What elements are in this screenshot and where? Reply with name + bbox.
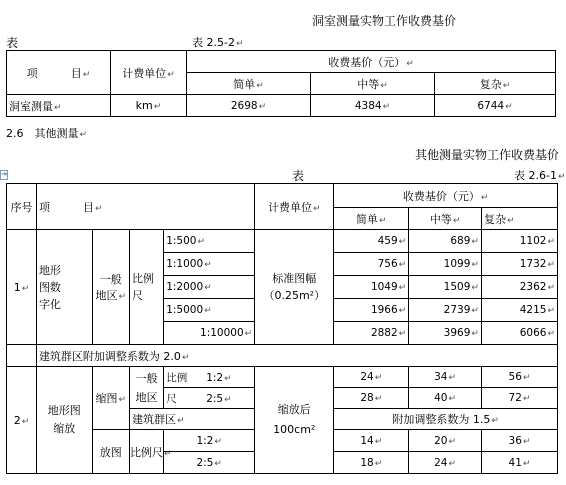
- table2-head-price: 收费基价（元）↵: [334, 184, 558, 208]
- g2-enlarge: 放图: [92, 430, 129, 474]
- g1-name-line1: 地形: [38, 263, 61, 277]
- table1-number: 表 2.5-2↵: [192, 36, 244, 49]
- g2-unit-line1: 缩放后: [277, 403, 311, 416]
- g1-name-line2: 图数: [38, 280, 61, 294]
- table1-row-item: 洞室测量↵: [7, 95, 111, 117]
- g1-note: 建筑群区附加调整系数为 2.0↵: [36, 345, 557, 367]
- g2-enlarge-medium-1: 20↵: [409, 430, 482, 452]
- g1-medium-1: 689↵: [409, 230, 482, 253]
- g2-enlarge-complex-1: 36↵: [481, 430, 557, 452]
- g2-enlarge-complex-2: 41↵: [481, 452, 557, 474]
- g2-unit-line2: 100cm²: [273, 423, 316, 436]
- table2-head-simple: 简单↵: [334, 208, 409, 230]
- g1-unit-line2: （0.25m²）: [263, 289, 326, 302]
- table2-title: 其他测量实物工作收费基价: [415, 148, 560, 162]
- g1-scale-line2: 尺: [132, 289, 143, 302]
- table1-head-item: 项 目↵: [7, 51, 111, 95]
- g2-enlarge-ratio-1: 1:2↵: [164, 430, 255, 452]
- table1-label: 表: [6, 36, 19, 50]
- g2-scale-label-a: 比例: [166, 371, 188, 384]
- g1-area: 一般地区↵: [92, 230, 129, 345]
- g1-no: 1↵: [7, 230, 37, 345]
- g2-enlarge-simple-2: 18↵: [334, 452, 409, 474]
- table2-label: 表: [292, 169, 305, 183]
- table1-head-unit: 计费单位↵: [111, 51, 187, 95]
- table2-head-medium: 中等↵: [409, 208, 482, 230]
- g1-scale-1: 1:500↵: [164, 230, 255, 253]
- g1-name: [36, 230, 92, 345]
- g2-shrink-complex-2: 72↵: [481, 388, 557, 409]
- table1-head-complex: 复杂↵: [435, 73, 556, 95]
- g1-complex-2: 1732↵: [481, 253, 557, 276]
- table1-head-price: 收费基价（元）↵: [187, 51, 556, 73]
- g1-simple-1: 459↵: [334, 230, 409, 253]
- g2-shrink-simple-1: 24↵: [334, 367, 409, 388]
- g2-name: [36, 367, 92, 474]
- table2-head-complex: 复杂↵: [481, 208, 557, 230]
- g1-simple-4: 1966↵: [334, 299, 409, 322]
- section-heading: 2.6 其他测量↵: [6, 127, 88, 140]
- g2-building-note: 附加调整系数为 1.5↵: [334, 409, 558, 430]
- g2-building: 建筑群区↵: [130, 409, 255, 430]
- anchor-icon: ⇥: [1, 170, 7, 178]
- g2-enlarge-simple-1: 14↵: [334, 430, 409, 452]
- g2-general: [130, 367, 164, 409]
- g1-scale-line1: 比例: [132, 272, 154, 285]
- g1-complex-1: 1102↵: [481, 230, 557, 253]
- table2-number: 表 2.6-1↵: [514, 169, 566, 182]
- g2-shrink-medium-1: 34↵: [409, 367, 482, 388]
- g2-shrink-ratio-1: 比例 1:2↵: [164, 367, 255, 388]
- g1-scale-label: [130, 230, 164, 345]
- table-survey-chamber: [6, 50, 556, 117]
- g1-complex-3: 2362↵: [481, 276, 557, 299]
- table2-head-unit: 计费单位↵: [255, 184, 334, 230]
- g1-medium-2: 1099↵: [409, 253, 482, 276]
- g1-name-line3: 字化: [38, 297, 61, 311]
- g2-scale-label-b: 尺: [166, 392, 177, 405]
- g2-enlarge-scale: 比例尺↵: [130, 430, 164, 474]
- g2-name-line1: 地形图: [47, 404, 81, 417]
- g1-no-filler: [7, 345, 37, 367]
- g1-unit-line1: 标准图幅: [272, 272, 317, 285]
- g2-unit: [255, 367, 334, 474]
- g1-simple-2: 756↵: [334, 253, 409, 276]
- table1-row-medium: 4384↵: [311, 95, 435, 117]
- table2-head-item: 项 目↵: [36, 184, 254, 230]
- table1-head-simple: 简单↵: [187, 73, 311, 95]
- g2-shrink-complex-1: 56↵: [481, 367, 557, 388]
- g1-simple-5: 2882↵: [334, 322, 409, 345]
- g1-scale-3: 1:2000↵: [164, 276, 255, 299]
- table1-row-simple: 2698↵: [187, 95, 311, 117]
- g2-enlarge-medium-2: 24↵: [409, 452, 482, 474]
- g2-shrink-medium-2: 40↵: [409, 388, 482, 409]
- g2-no: 2↵: [7, 367, 37, 474]
- g2-name-line2: 缩放: [53, 422, 76, 435]
- g1-unit: [255, 230, 334, 345]
- table1-row-unit: km↵: [111, 95, 187, 117]
- g1-scale-2: 1:1000↵: [164, 253, 255, 276]
- table2-head-no: 序号: [7, 184, 37, 230]
- g2-shrink: 缩图↵: [92, 367, 129, 430]
- table1-row-complex: 6744↵: [435, 95, 556, 117]
- g1-medium-3: 1509↵: [409, 276, 482, 299]
- g1-scale-5: 1:10000↵: [164, 322, 255, 345]
- table1-head-medium: 中等↵: [311, 73, 435, 95]
- g1-complex-5: 6066↵: [481, 322, 557, 345]
- g2-enlarge-ratio-2: 2:5↵: [164, 452, 255, 474]
- table1-title: 洞室测量实物工作收费基价: [312, 14, 457, 28]
- g1-medium-5: 3969↵: [409, 322, 482, 345]
- g1-scale-4: 1:5000↵: [164, 299, 255, 322]
- table-other-survey: [6, 183, 558, 474]
- g1-complex-4: 4215↵: [481, 299, 557, 322]
- g1-simple-3: 1049↵: [334, 276, 409, 299]
- g2-shrink-simple-2: 28↵: [334, 388, 409, 409]
- g1-medium-4: 2739↵: [409, 299, 482, 322]
- g2-shrink-ratio-2: 尺 2:5↵: [164, 388, 255, 409]
- g2-general-line2: 地区: [135, 390, 158, 404]
- g2-general-line1: 一般: [135, 371, 158, 385]
